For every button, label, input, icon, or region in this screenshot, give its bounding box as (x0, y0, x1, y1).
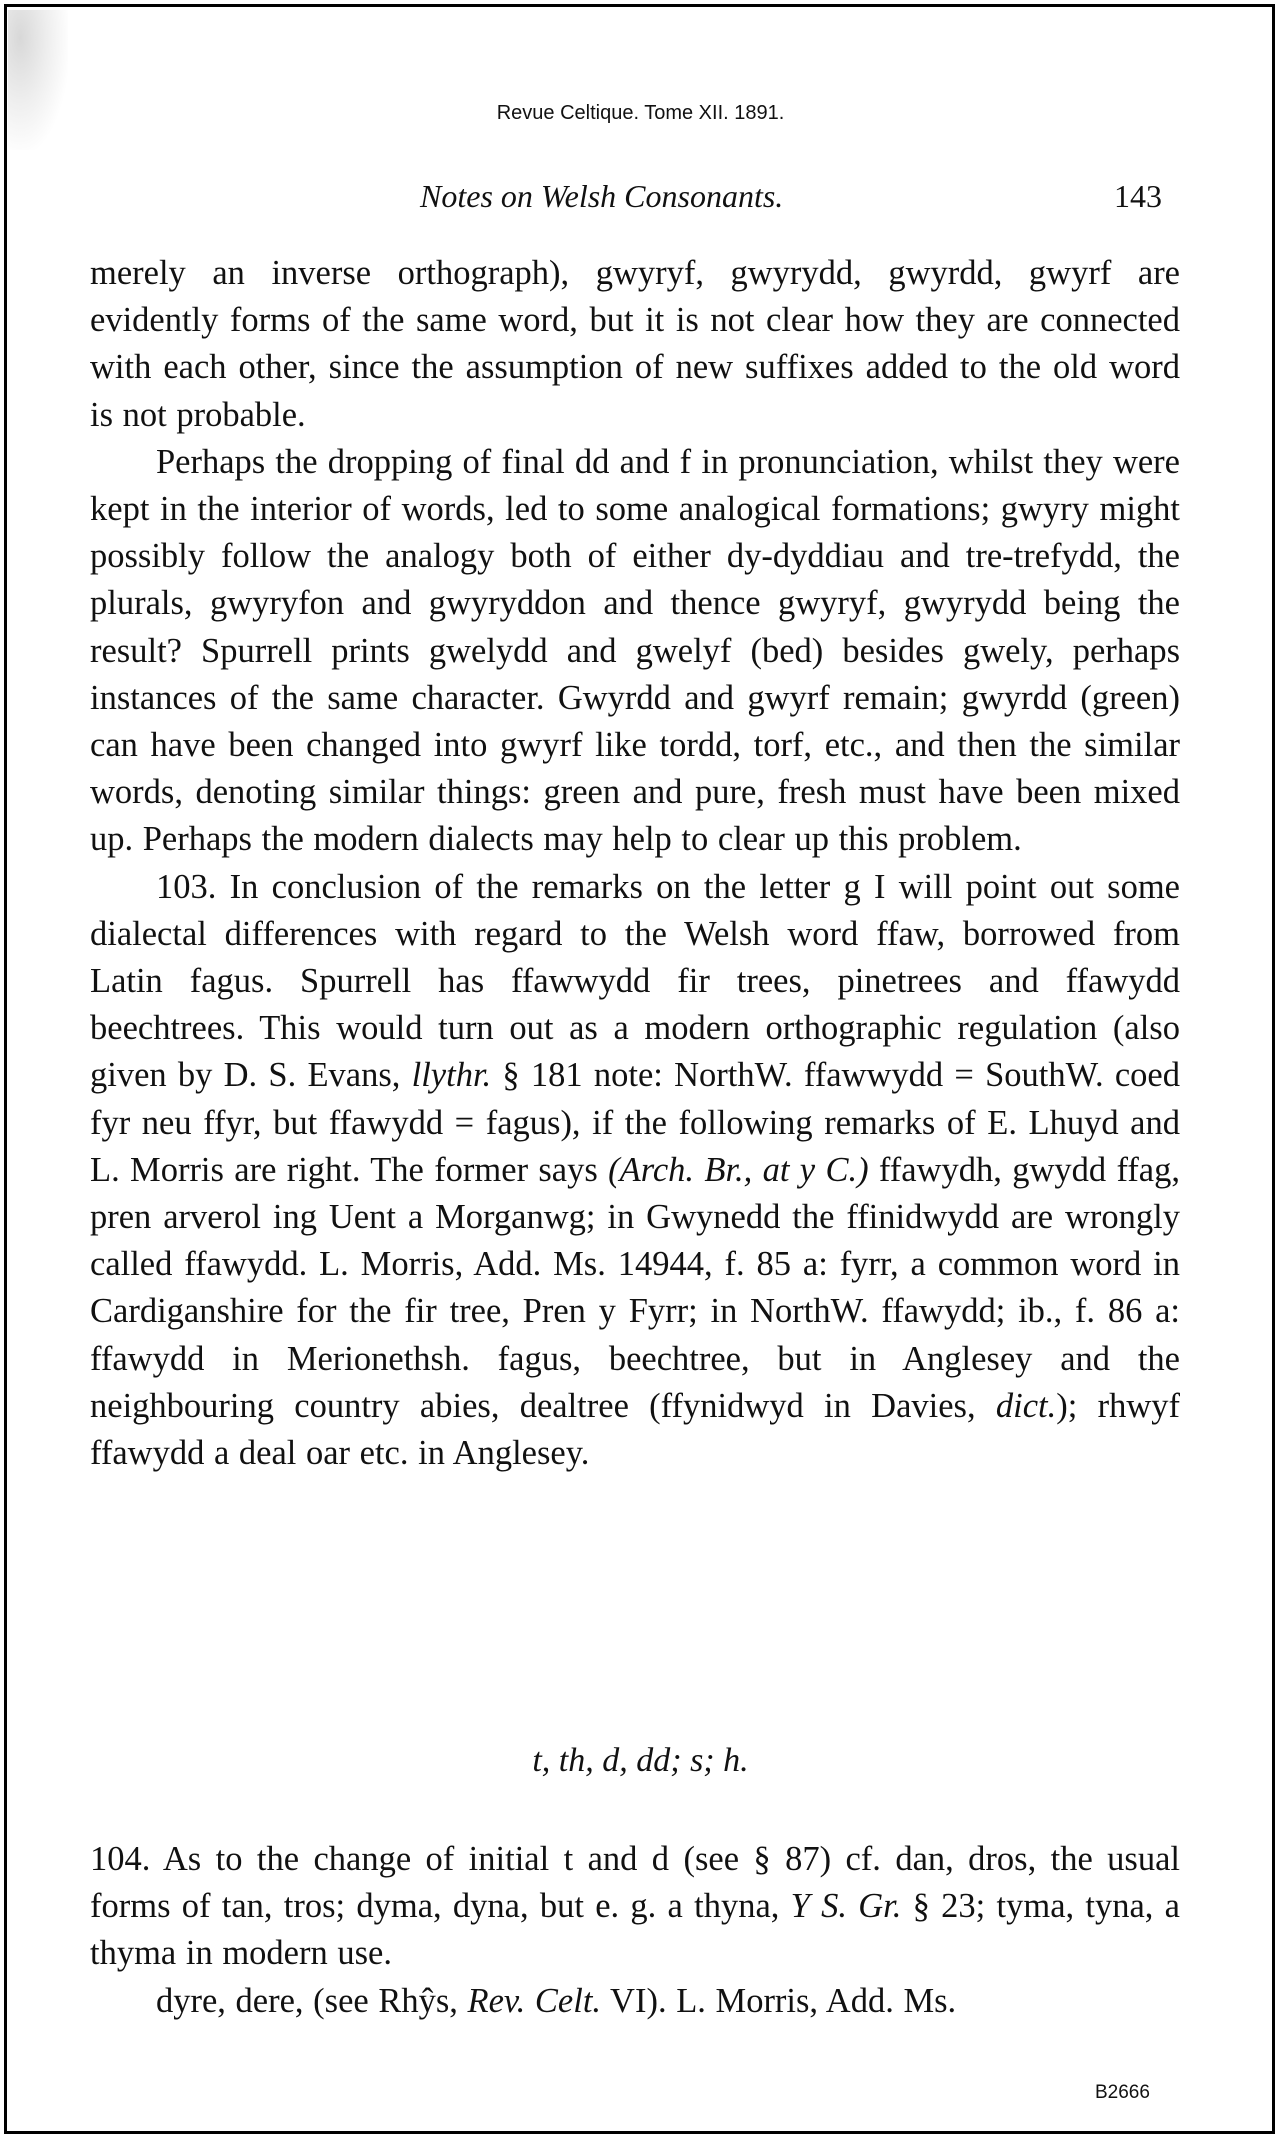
chapter-title: Notes on Welsh Consonants. (420, 178, 784, 214)
paragraph: merely an inverse orthograph), gwyryf, gwyrydd, gwyrdd, gwyrf are evidently forms of the same word, but it is not clear how they are connected with each other, since the assumption of new suffixes added to the old word is not probable. (90, 254, 1180, 434)
running-head: Revue Celtique. Tome XII. 1891. (496, 102, 785, 124)
paragraph: dyre, dere, (see Rhŷs, Rev. Celt. VI). L. Morris, Add. Ms. (156, 1981, 957, 2020)
body-text-lower (90, 1836, 1180, 2025)
section-heading: t, th, d, dd; s; h. (532, 1742, 749, 1779)
scan-smudge (8, 10, 68, 150)
body-text-upper (90, 250, 1180, 1477)
page-number: 143 (1114, 178, 1162, 214)
catalog-code: B2666 (1095, 2082, 1150, 2103)
paragraph-103: 103. In conclusion of the remarks on the letter g I will point out some dialectal differences with regard to the Welsh word ffaw, borrowed from Latin fagus. Spurrell has ffawwydd fir trees, pinetrees and ffawydd beechtrees. This would turn out as a modern orthographic regulation (also given by D. S. Evans, llythr. § 181 note: NorthW. ffawwydd = SouthW. coed fyr neu ffyr, but ffawydd = fagus), if the following remarks of E. Lhuyd and L. Morris are right. The former says (Arch. Br., at y C.) ffawydh, gwydd ffag, pren arverol ing Uent a Morganwg; in Gwynedd the ffinidwydd are wrongly called ffawydd. L. Morris, Add. Ms. 14944, f. 85 a: fyrr, a common word in Cardiganshire for the fir tree, Pren y Fyrr; in NorthW. ffawydd; ib., f. 86 a: ffawydd in Merionethsh. fagus, beechtree, but in Anglesey and the neighbouring country abies, dealtree (ffynidwyd in Davies, dict.); rhwyf ffawydd a deal oar etc. in Anglesey. (90, 867, 1181, 1473)
paragraph: Perhaps the dropping of final dd and f in pronunciation, whilst they were kept in the interior of words, led to some analogical formations; gwyry might possibly follow the analogy both of either dy-dyddiau and tre-trefydd, the plurals, gwyryfon and gwyryddon and thence gwyryf, gwyrydd being the result? Spurrell prints gwelydd and gwelyf (bed) besides gwely, perhaps instances of the same character. Gwyrdd and gwyrf remain; gwyrdd (green) can have been changed into gwyrf like tordd, torf, etc., and then the similar words, denoting similar things: green and pure, fresh must have been mixed up. Perhaps the modern dialects may help to clear up this problem. (90, 442, 1180, 859)
paragraph-104: 104. As to the change of initial t and d (see § 87) cf. dan, dros, the usual forms of tan, tros; dyma, dyna, but e. g. a thyna, Y S. Gr. § 23; tyma, tyna, a thyma in modern use. (90, 1840, 1180, 1973)
